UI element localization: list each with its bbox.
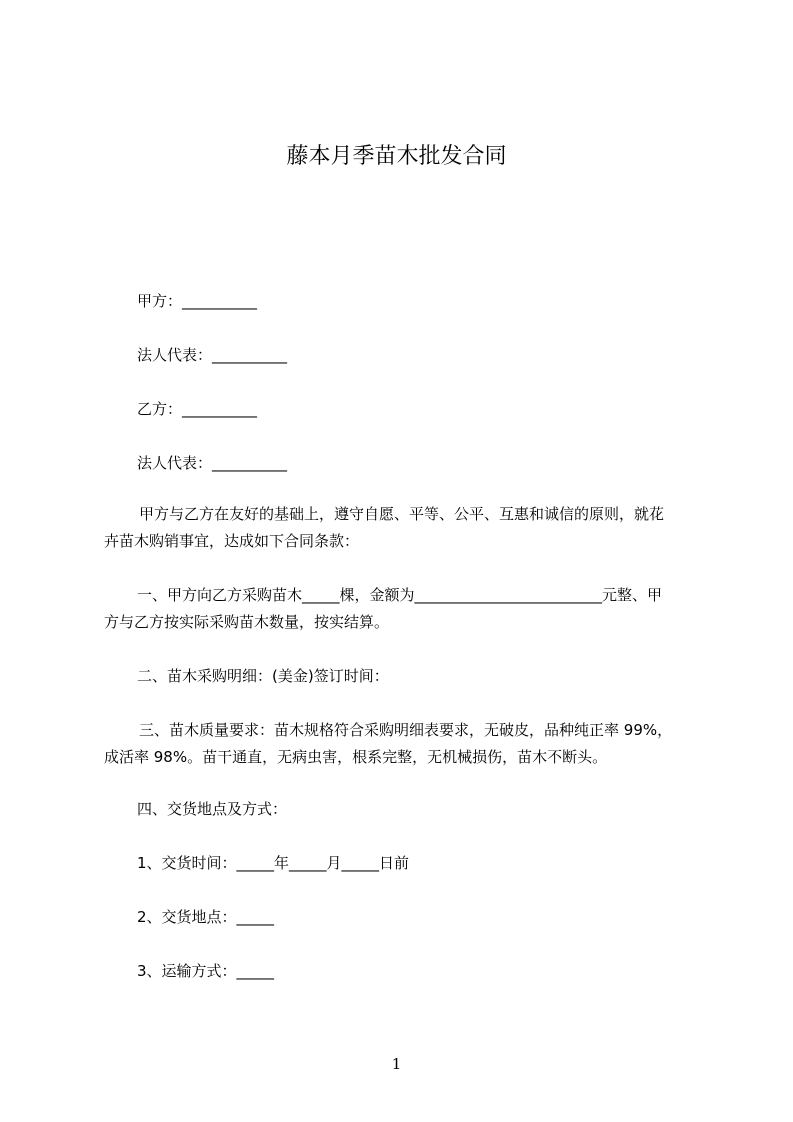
clause-3-line-1: 三、苗木质量要求：苗木规格符合采购明细表要求，无破皮，品种纯正率 99%， <box>139 721 673 739</box>
clause-1-line-1: 一、甲方向乙方采购苗木_____棵，金额为_________________________元整、甲 <box>137 586 663 604</box>
clause-1-line-2: 方与乙方按实际采购苗木数量，按实结算。 <box>104 613 390 631</box>
party-a-line: 甲方：__________ <box>137 292 258 310</box>
document-title: 藤本月季苗木批发合同 <box>286 144 507 169</box>
intro-paragraph-line-2: 卉苗木购销事宜，达成如下合同条款： <box>104 532 360 550</box>
intro-paragraph-line-1: 甲方与乙方在友好的基础上，遵守自愿、平等、公平、互惠和诚信的原则，就花 <box>139 505 665 523</box>
delivery-location-line: 2、交货地点：_____ <box>137 908 275 926</box>
clause-3-line-2: 成活率 98%。苗干通直，无病虫害，根系完整，无机械损伤，苗木不断头。 <box>104 748 608 766</box>
clause-4-heading: 四、交货地点及方式： <box>137 800 288 818</box>
delivery-time-line: 1、交货时间：_____年_____月_____日前 <box>137 854 410 872</box>
page-number: 1 <box>391 1055 402 1073</box>
transport-method-line: 3、运输方式：_____ <box>137 962 275 980</box>
clause-2-line: 二、苗木采购明细：(美金)签订时间： <box>137 667 389 685</box>
party-b-line: 乙方：__________ <box>137 400 258 418</box>
party-a-representative-line: 法人代表：__________ <box>137 346 288 364</box>
party-b-representative-line: 法人代表：__________ <box>137 454 288 472</box>
